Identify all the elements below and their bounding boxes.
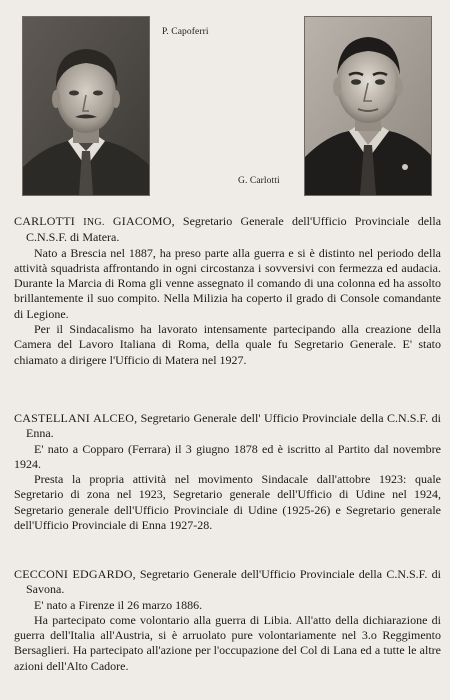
entry-paragraph: Presta la propria attività nel movimento Sindacale dall'attobre 1923: quale Segretario di zona nel 1923, Segretario generale dell'Ufficio di Udine nel 1924, Segretario generale dell'Ufficio Provinciale di Udine (1925-26) e Segretario generale dell'Ufficio Provinciale di Enna 1927-28. <box>14 472 441 533</box>
biography-entry-cecconi <box>14 567 441 674</box>
entry-name: CASTELLANI ALCEO <box>14 411 135 425</box>
entry-heading <box>14 214 441 246</box>
entry-honorific: ING. <box>83 217 105 228</box>
portrait-image-capoferri <box>23 17 149 195</box>
biography-entry-castellani <box>14 411 441 533</box>
entry-name: CECCONI EDGARDO <box>14 567 133 581</box>
portrait-photo-capoferri <box>22 16 150 196</box>
entry-role: , Segretario Generale dell'Ufficio Provinciale della C.N.S.F. di Matera. <box>26 214 442 245</box>
entry-paragraph: Per il Sindacalismo ha lavorato intensamente partecipando alla creazione della Camera del Lavoro Italiana di Roma, della quale fu Segretario Generale. E' stato chiamato a dirigere l'Ufficio di Matera nel 1927. <box>14 322 441 367</box>
portrait-image-carlotti <box>305 17 431 195</box>
portrait-photo-carlotti <box>304 16 432 196</box>
entry-paragraph: Nato a Brescia nel 1887, ha preso parte alla guerra e si è distinto nel periodo della attività squadrista affrontando in ogni circostanza i sovversivi con fermezza ed audacia. Durante la Marcia di Roma gli venne assegnato il comando di una colonna ed ha assolto brillantemente il suo compito. Nella Milizia ha coperto il grado di Console comandante di Legione. <box>14 245 441 321</box>
entry-role: , Segretario Generale dell'Ufficio Provinciale della C.N.S.F. di Savona. <box>26 567 441 597</box>
entry-paragraph: E' nato a Copparo (Ferrara) il 3 giugno 1878 ed è iscritto al Partito dal novembre 1924. <box>14 441 441 471</box>
entry-heading <box>14 567 441 598</box>
entry-role: , Segretario Generale dell' Ufficio Provinciale della C.N.S.F. di Enna. <box>26 411 441 441</box>
biography-entry-carlotti <box>14 214 441 368</box>
caption-carlotti: G. Carlotti <box>238 176 280 186</box>
caption-capoferri: P. Capoferri <box>162 27 209 37</box>
entry-heading <box>14 411 441 442</box>
entry-given-name: GIACOMO <box>112 214 172 228</box>
entry-paragraph: E' nato a Firenze il 26 marzo 1886. <box>34 597 203 612</box>
entry-name: CARLOTTI <box>14 214 75 228</box>
entry-paragraph: Ha partecipato come volontario alla guerra di Libia. All'atto della dichiarazione di guerra dell'Italia all'Austria, si è arruolato pure volontariamente nel 3.o Reggimento Bersaglieri. Ha partecipato all'azione per l'occupazione del Col di Lana ed a tutte le altre azioni dell'Alto Cadore. <box>14 612 441 673</box>
